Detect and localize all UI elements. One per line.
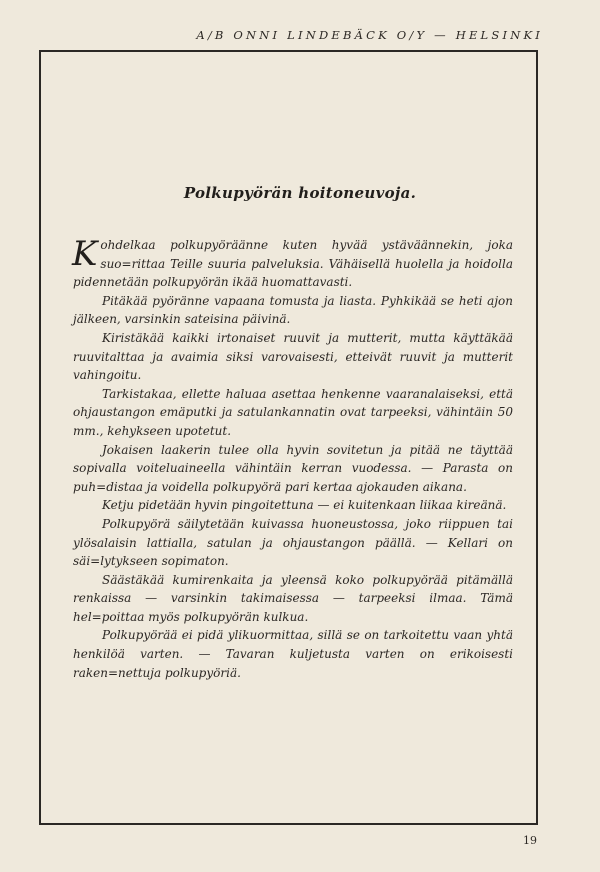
- paragraph-4: Tarkistakaa, ellette haluaa asettaa henkenne vaaranalaiseksi, että ohjaustangon emäputki ja satulankannatin ovat tarpeeksi, vähintäin 50 mm., kehykseen upotetut.: [73, 386, 513, 438]
- paragraph-5: Jokaisen laakerin tulee olla hyvin sovitetun ja pitää ne täyttää sopivalla voiteluaineella vähintäin kerran vuodessa. — Parasta on puh=distaa ja voidella polkupyörä pari kertaa ajokauden aikana.: [73, 442, 513, 494]
- paragraph-7: Polkupyörä säilytetään kuivassa huoneustossa, joko riippuen tai ylösalaisin lattialla, satulan ja ohjaustangon päällä. — Kellari on säi=lytykseen sopimaton.: [73, 516, 513, 569]
- paragraph-8: Säästäkää kumirenkaita ja yleensä koko polkupyörää pitämällä renkaissa — varsinkin takimaisessa — tarpeeksi ilmaa. Tämä hel=poittaa myös polkupyörän kulkua.: [73, 572, 513, 624]
- paragraph-2: Pitäkää pyöränne vapaana tomusta ja liasta. Pyhkikää se heti ajon jälkeen, varsinkin sateisina päivinä.: [73, 293, 513, 327]
- paragraph-3: Kiristäkää kaikki irtonaiset ruuvit ja mutterit, mutta käyttäkää ruuvitalttaa ja avaimia siksi varovaisesti, etteivät ruuvit ja mutterit vahingoitu.: [73, 330, 513, 383]
- article-title: Polkupyörän hoitoneuvoja.: [183, 184, 417, 202]
- publisher-header: A/B ONNI LINDEBÄCK O/Y — HELSINKI: [196, 28, 543, 42]
- page-number: 19: [523, 834, 537, 847]
- drop-cap: K: [72, 234, 98, 274]
- paragraph-1-text: ohdelkaa polkupyöräänne kuten hyvää ystäväännekin, joka suo=rittaa Teille suuria palveluksia. Vähäisellä huolella ja hoidolla pidennetään polkupyörän ikää huomattavasti.: [73, 238, 513, 290]
- paragraph-1: [73, 236, 513, 292]
- article-body: [73, 236, 513, 682]
- paragraph-9: Polkupyörää ei pidä ylikuormittaa, sillä se on tarkoitettu vaan yhtä henkilöä varten. — Tavaran kuljetusta varten on erikoisesti raken=nettuja polkupyöriä.: [73, 628, 513, 680]
- paragraph-6: Ketju pidetään hyvin pingoitettuna — ei kuitenkaan liikaa kireänä.: [102, 498, 507, 513]
